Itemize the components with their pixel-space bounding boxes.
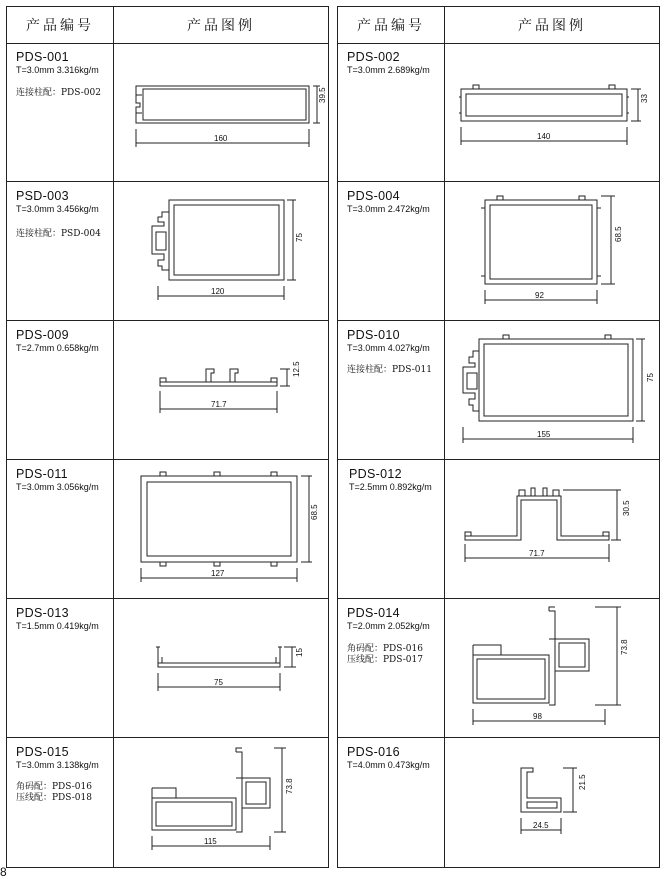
dimension-width: 115: [204, 837, 217, 846]
product-code: PDS-012: [349, 467, 402, 481]
dimension-width: 71.7: [211, 400, 227, 409]
profile-drawing: [445, 599, 659, 737]
table-row: [338, 321, 659, 460]
dimension-height: 68.5: [614, 226, 623, 242]
header-product-code: 产品编号: [357, 17, 425, 33]
profile-drawing: [114, 182, 328, 320]
dimension-height: 33: [640, 94, 649, 103]
product-note: 角码配：PDS-016: [347, 644, 423, 654]
product-spec: T=3.0mm 3.456kg/m: [16, 204, 99, 214]
product-code: PDS-004: [347, 189, 400, 203]
profile-drawing: [445, 321, 659, 459]
product-spec: T=3.0mm 2.689kg/m: [347, 65, 430, 75]
product-code: PDS-010: [347, 328, 400, 342]
dimension-width: 98: [533, 712, 542, 721]
header-product-figure: 产品图例: [187, 17, 255, 33]
table-row: [338, 599, 659, 738]
product-note: 压线配：PDS-018: [16, 793, 92, 803]
profile-drawing: [445, 738, 659, 867]
product-code: PDS-016: [347, 745, 400, 759]
product-note: 连接柱配：PSD-004: [16, 229, 101, 239]
dimension-height: 73.8: [620, 639, 629, 655]
product-code: PDS-009: [16, 328, 69, 342]
product-code: PSD-003: [16, 189, 69, 203]
dimension-width: 140: [537, 132, 551, 141]
profile-drawing: [114, 460, 328, 598]
table-row: [7, 182, 328, 321]
product-spec: T=2.0mm 2.052kg/m: [347, 621, 430, 631]
product-note: 压线配：PDS-017: [347, 655, 423, 665]
table-row: [338, 460, 659, 599]
table-row: [7, 738, 328, 868]
dimension-width: 120: [211, 287, 225, 296]
table-row: [7, 321, 328, 460]
profile-drawing: [114, 599, 328, 737]
dimension-width: 24.5: [533, 821, 549, 830]
dimension-height: 68.5: [310, 504, 319, 520]
product-code: PDS-002: [347, 50, 400, 64]
dimension-width: 155: [537, 430, 551, 439]
product-note: 角码配：PDS-016: [16, 782, 92, 792]
product-code: PDS-013: [16, 606, 69, 620]
profile-drawing: [445, 182, 659, 320]
table-row: [338, 738, 659, 868]
product-spec: T=2.7mm 0.658kg/m: [16, 343, 99, 353]
product-code: PDS-001: [16, 50, 69, 64]
product-note: 连接柱配：PDS-002: [16, 88, 101, 98]
product-code: PDS-015: [16, 745, 69, 759]
product-spec: T=3.0mm 3.138kg/m: [16, 760, 99, 770]
table-header: [338, 6, 659, 44]
catalog-table-left: [6, 6, 329, 868]
dimension-height: 15: [295, 648, 304, 657]
table-header: [7, 6, 328, 44]
dimension-width: 127: [211, 569, 225, 578]
table-row: [7, 460, 328, 599]
dimension-width: 160: [214, 134, 228, 143]
profile-drawing: [114, 43, 328, 181]
profile-drawing: [114, 738, 328, 867]
table-row: [7, 599, 328, 738]
dimension-width: 71.7: [529, 549, 545, 558]
product-spec: T=3.0mm 3.316kg/m: [16, 65, 99, 75]
product-spec: T=4.0mm 0.473kg/m: [347, 760, 430, 770]
table-row: [338, 43, 659, 182]
dimension-height: 30.5: [622, 500, 631, 516]
page-number: 8: [0, 865, 7, 879]
product-spec: T=3.0mm 4.027kg/m: [347, 343, 430, 353]
product-spec: T=2.5mm 0.892kg/m: [349, 482, 432, 492]
product-code: PDS-014: [347, 606, 400, 620]
product-spec: T=3.0mm 3.056kg/m: [16, 482, 99, 492]
product-code: PDS-011: [16, 467, 68, 481]
dimension-height: 39.5: [318, 87, 327, 103]
profile-drawing: [445, 460, 659, 598]
table-row: [7, 43, 328, 182]
profile-drawing: [114, 321, 328, 459]
product-note: 连接柱配：PDS-011: [347, 365, 432, 375]
dimension-height: 75: [646, 373, 655, 382]
header-product-figure: 产品图例: [518, 17, 586, 33]
table-row: [338, 182, 659, 321]
header-product-code: 产品编号: [26, 17, 94, 33]
dimension-width: 75: [214, 678, 223, 687]
product-spec: T=1.5mm 0.419kg/m: [16, 621, 99, 631]
dimension-height: 21.5: [578, 774, 587, 790]
catalog-table-right: [337, 6, 660, 868]
dimension-height: 75: [295, 233, 304, 242]
profile-drawing: [445, 43, 659, 181]
product-spec: T=3.0mm 2.472kg/m: [347, 204, 430, 214]
dimension-height: 73.8: [285, 778, 294, 794]
dimension-width: 92: [535, 291, 544, 300]
dimension-height: 12.5: [292, 361, 301, 377]
